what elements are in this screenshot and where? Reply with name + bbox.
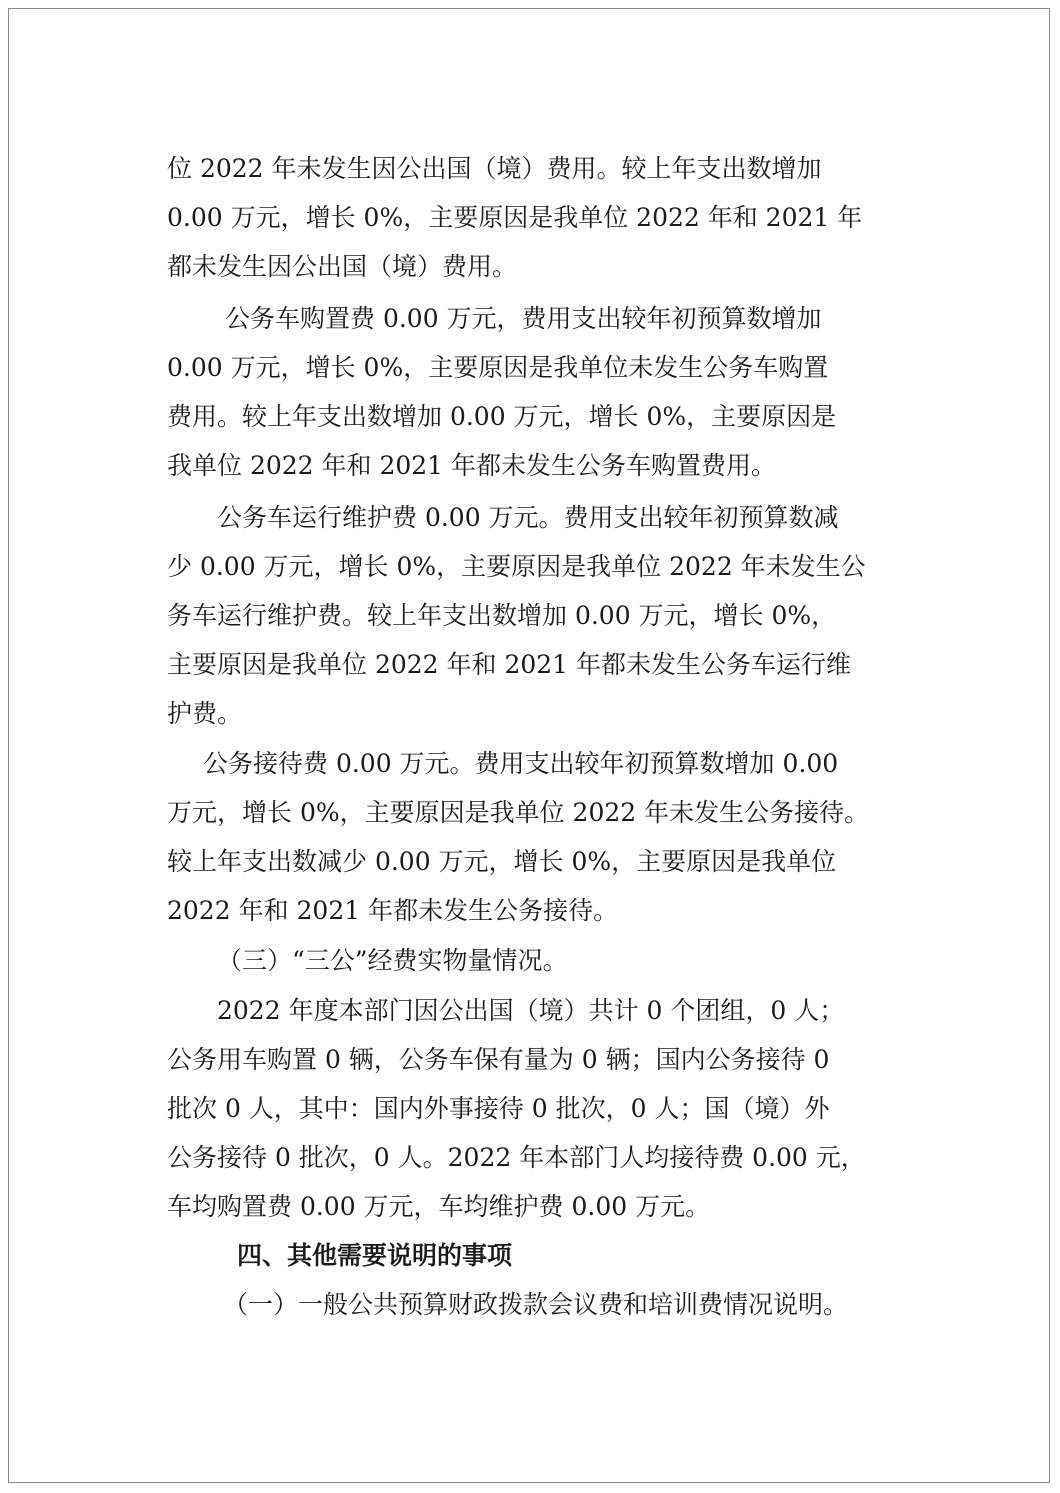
text-line-20: 批次 0 人，其中：国内外事接待 0 批次，0 人；国（境）外	[167, 1094, 830, 1123]
text-line-04: 公务车购置费 0.00 万元，费用支出较年初预算数增加	[225, 304, 822, 333]
text-line-15: 较上年支出数减少 0.00 万元，增长 0%，主要原因是我单位	[167, 847, 837, 876]
text-line-05: 0.00 万元，增长 0%，主要原因是我单位未发生公务车购置	[167, 353, 829, 382]
text-line-14: 万元，增长 0%，主要原因是我单位 2022 年未发生公务接待。	[167, 798, 870, 827]
text-line-07: 我单位 2022 年和 2021 年都未发生公务车购置费用。	[167, 451, 777, 480]
text-line-16: 2022 年和 2021 年都未发生公务接待。	[167, 896, 619, 925]
text-line-11: 主要原因是我单位 2022 年和 2021 年都未发生公务车运行维	[167, 650, 852, 679]
text-line-09: 少 0.00 万元，增长 0%，主要原因是我单位 2022 年未发生公	[167, 552, 866, 581]
text-line-19: 公务用车购置 0 辆，公务车保有量为 0 辆；国内公务接待 0	[167, 1045, 830, 1074]
document-page	[8, 8, 1050, 1483]
text-line-12: 护费。	[167, 699, 243, 728]
text-line-22: 车均购置费 0.00 万元，车均维护费 0.00 万元。	[167, 1192, 711, 1221]
text-line-08: 公务车运行维护费 0.00 万元。费用支出较年初预算数减	[217, 503, 839, 532]
text-line-13: 公务接待费 0.00 万元。费用支出较年初预算数增加 0.00	[203, 749, 839, 778]
text-line-03: 都未发生因公出国（境）费用。	[167, 252, 518, 281]
text-line-18: 2022 年度本部门因公出国（境）共计 0 个团组，0 人；	[217, 996, 845, 1025]
section-heading-4: 四、其他需要说明的事项	[237, 1241, 513, 1270]
text-line-06: 费用。较上年支出数增加 0.00 万元，增长 0%，主要原因是	[167, 402, 837, 431]
text-line-02: 0.00 万元，增长 0%，主要原因是我单位 2022 年和 2021 年	[167, 203, 863, 232]
text-line-10: 务车运行维护费。较上年支出数增加 0.00 万元，增长 0%，	[167, 601, 837, 630]
text-line-21: 公务接待 0 批次，0 人。2022 年本部门人均接待费 0.00 元，	[167, 1143, 866, 1172]
text-line-01: 位 2022 年未发生因公出国（境）费用。较上年支出数增加	[167, 154, 822, 183]
subsection-heading-1: （一）一般公共预算财政拨款会议费和培训费情况说明。	[223, 1290, 849, 1319]
section-heading-3: （三）“三公”经费实物量情况。	[217, 946, 568, 975]
